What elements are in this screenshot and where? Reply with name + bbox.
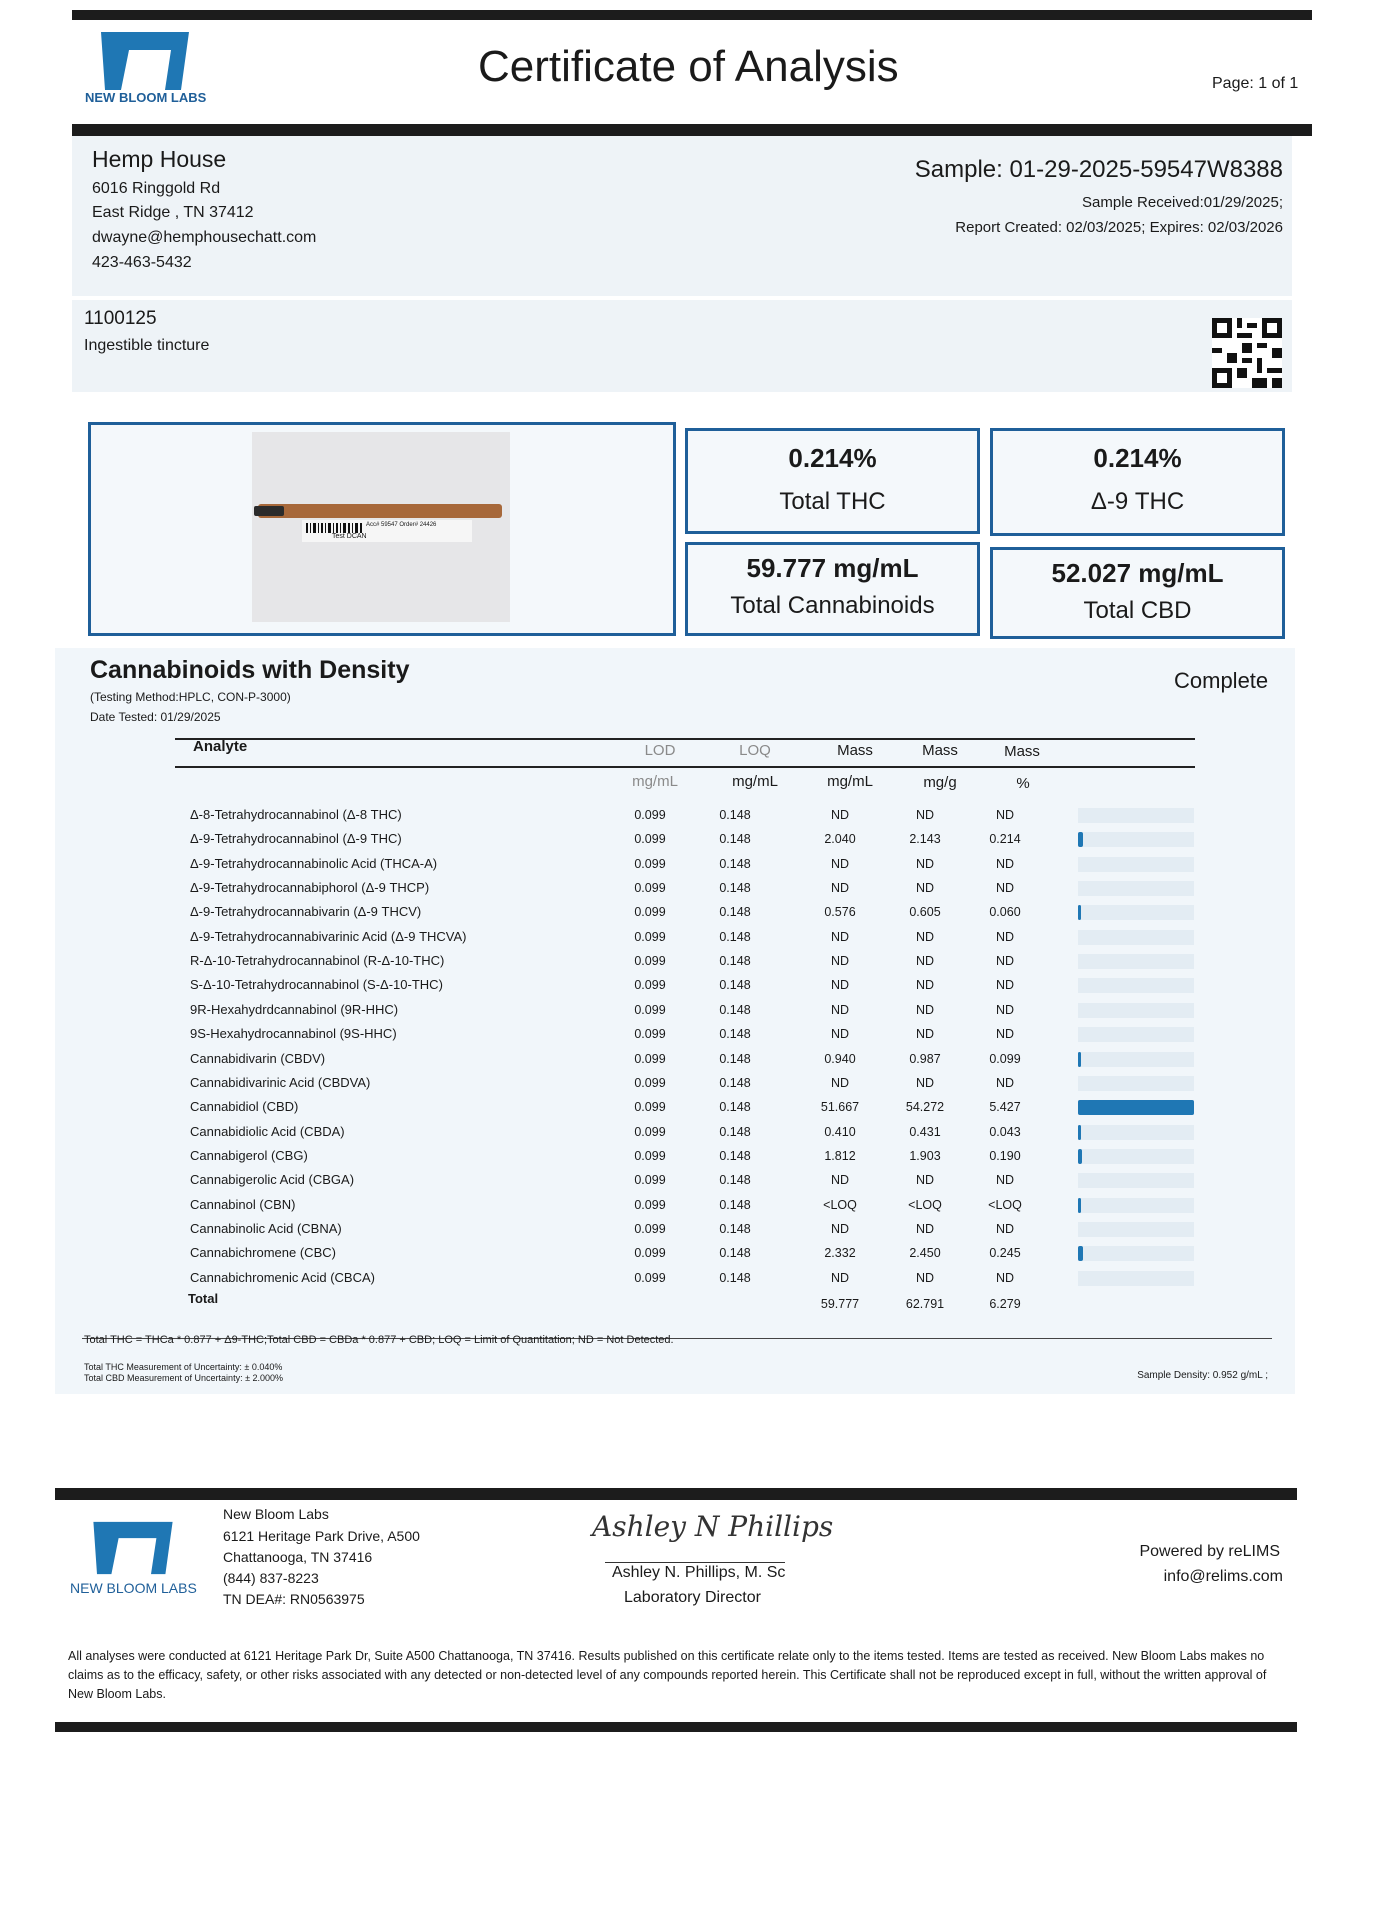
- bar-track: [1078, 1003, 1194, 1018]
- stat-total-cbd-value: 52.027 mg/mL: [1051, 558, 1224, 588]
- cell-pct: ND: [995, 1027, 1015, 1042]
- bar-track: [1078, 1125, 1194, 1140]
- cell-lod: 0.099: [634, 1100, 666, 1115]
- cell-mgg: 0.605: [909, 905, 941, 920]
- client-phone: 423-463-5432: [92, 254, 192, 271]
- stat-d9-thc: [990, 428, 1285, 536]
- signer-name: Ashley N. Phillips, M. Sc: [612, 1564, 786, 1581]
- header-mass-mgml: Mass: [837, 742, 873, 759]
- bar-track: [1078, 930, 1194, 945]
- cell-pct: ND: [995, 881, 1015, 896]
- sample-label-line1: Acc# 59547 Order# 24426: [366, 522, 437, 528]
- header-loq: LOQ: [739, 742, 771, 759]
- total-pct: 6.279: [989, 1297, 1021, 1311]
- cell-mgml: ND: [830, 1221, 850, 1236]
- table-row: [190, 877, 1200, 901]
- analyte-name: Cannabigerolic Acid (CBGA): [190, 1172, 355, 1188]
- cell-loq: 0.148: [719, 856, 751, 871]
- powered-by: Powered by reLIMS: [1139, 1543, 1280, 1560]
- cell-lod: 0.099: [634, 954, 666, 969]
- signer-title: Laboratory Director: [624, 1589, 761, 1606]
- client-address2: East Ridge , TN 37412: [92, 204, 254, 221]
- powered-email: info@relims.com: [1163, 1568, 1283, 1585]
- status-complete: Complete: [1174, 668, 1269, 693]
- client-name: Hemp House: [92, 146, 227, 172]
- uncertainty-thc: Total THC Measurement of Uncertainty: ± 0.040%: [84, 1362, 283, 1372]
- cell-mgml: 2.332: [824, 1246, 856, 1261]
- cell-mgg: ND: [915, 1221, 935, 1236]
- page-number: Page: 1 of 1: [1212, 75, 1299, 92]
- total-mgg: 62.791: [905, 1297, 945, 1311]
- cell-pct: ND: [995, 1270, 1015, 1285]
- table-row: [190, 974, 1200, 998]
- stat-total-cbd-label: Total CBD: [1083, 597, 1192, 624]
- cell-lod: 0.099: [634, 978, 666, 993]
- cell-lod: 0.099: [634, 1051, 666, 1066]
- cell-loq: 0.148: [719, 1124, 751, 1139]
- analyte-name: Δ-9-Tetrahydrocannabinolic Acid (THCA-A): [190, 855, 438, 871]
- stat-total-cannabinoids-value: 59.777 mg/mL: [746, 553, 919, 583]
- cell-mgml: 1.812: [824, 1148, 856, 1163]
- table-row: [190, 926, 1200, 950]
- concentration-bar: [1078, 1198, 1081, 1213]
- sample-density: Sample Density: 0.952 g/mL ;: [1137, 1370, 1268, 1381]
- bar-track: [1078, 808, 1194, 823]
- concentration-bar: [1078, 1246, 1083, 1261]
- cell-loq: 0.148: [719, 1221, 751, 1236]
- table-row: [190, 901, 1200, 925]
- cell-mgg: ND: [915, 929, 935, 944]
- table-row: [190, 1072, 1200, 1096]
- cell-mgg: ND: [915, 1173, 935, 1188]
- batch-number: 1100125: [84, 308, 157, 329]
- cell-mgg: ND: [915, 978, 935, 993]
- analyte-name: Cannabinolic Acid (CBNA): [190, 1220, 342, 1236]
- analyte-name: S-Δ-10-Tetrahydrocannabinol (S-Δ-10-THC): [190, 977, 443, 993]
- footer-addr1: 6121 Heritage Park Drive, A500: [223, 1528, 420, 1544]
- cell-loq: 0.148: [719, 832, 751, 847]
- cell-lod: 0.099: [634, 1075, 666, 1090]
- cell-mgml: ND: [830, 808, 850, 822]
- cell-loq: 0.148: [719, 1246, 751, 1261]
- concentration-bar: [1078, 1149, 1082, 1164]
- table-row: [190, 804, 1200, 828]
- cell-pct: ND: [995, 1221, 1015, 1236]
- definitions-note: Total THC = THCa * 0.877 + Δ9-THC;Total CBD = CBDa * 0.877 + CBD; LOQ = Limit of Quantitation; ND = Not Detected.: [84, 1334, 674, 1346]
- analyte-name: Cannabidiol (CBD): [190, 1099, 299, 1115]
- cell-pct: ND: [995, 808, 1015, 822]
- cell-mgml: ND: [830, 1075, 850, 1090]
- cell-loq: 0.148: [719, 1075, 751, 1090]
- table-row: [190, 1048, 1200, 1072]
- cell-lod: 0.099: [634, 881, 666, 896]
- cell-mgml: ND: [830, 954, 850, 969]
- cell-loq: 0.148: [719, 1051, 751, 1066]
- cell-loq: 0.148: [719, 1027, 751, 1042]
- cell-mgml: ND: [830, 978, 850, 993]
- total-mgml: 59.777: [820, 1297, 860, 1311]
- cell-loq: 0.148: [719, 1173, 751, 1188]
- total-label: Total: [188, 1291, 219, 1306]
- footer-dea: TN DEA#: RN0563975: [223, 1591, 365, 1607]
- cell-mgg: ND: [915, 954, 935, 969]
- cell-lod: 0.099: [634, 808, 666, 822]
- cell-mgg: <LOQ: [908, 1197, 942, 1212]
- bar-track: [1078, 1027, 1194, 1042]
- stat-d9-thc-value: 0.214%: [1093, 443, 1182, 473]
- unit-mass-mgg: mg/g: [923, 774, 957, 791]
- cell-pct: ND: [995, 954, 1015, 969]
- batch-panel: [72, 300, 1292, 392]
- analyte-name: 9R-Hexahydrdcannabinol (9R-HHC): [190, 1001, 399, 1017]
- unit-lod: mg/mL: [632, 773, 678, 790]
- cell-mgml: ND: [830, 1173, 850, 1188]
- cell-pct: ND: [995, 1002, 1015, 1017]
- sample-label-line2: Test DCAN: [332, 533, 367, 540]
- analyte-name: R-Δ-10-Tetrahydrocannabinol (R-Δ-10-THC): [190, 953, 445, 969]
- signature-line: [605, 1562, 785, 1563]
- stat-total-thc-value: 0.214%: [788, 443, 877, 473]
- cell-loq: 0.148: [719, 1100, 751, 1115]
- cell-pct: 0.245: [989, 1246, 1021, 1261]
- cell-mgml: 51.667: [820, 1100, 860, 1115]
- analyte-name: Cannabigerol (CBG): [190, 1147, 308, 1163]
- cell-mgml: ND: [830, 1027, 850, 1042]
- bar-track: [1078, 1246, 1194, 1261]
- cell-mgg: 2.450: [909, 1246, 941, 1261]
- cell-mgml: ND: [830, 1002, 850, 1017]
- cell-mgg: 0.987: [909, 1051, 941, 1066]
- table-row: [190, 950, 1200, 974]
- cell-mgg: ND: [915, 808, 935, 822]
- cell-lod: 0.099: [634, 1173, 666, 1188]
- cell-mgg: 54.272: [905, 1100, 945, 1115]
- cell-pct: ND: [995, 929, 1015, 944]
- cell-mgml: 0.576: [824, 905, 856, 920]
- cell-pct: 0.099: [989, 1051, 1021, 1066]
- table-top-rule: [175, 738, 1195, 740]
- signature: Ashley N Phillips: [592, 1510, 834, 1543]
- sample-label-sticker: [302, 520, 472, 542]
- stat-total-thc: [685, 428, 980, 534]
- cell-pct: ND: [995, 1075, 1015, 1090]
- cell-loq: 0.148: [719, 905, 751, 920]
- cell-pct: ND: [995, 1173, 1015, 1188]
- analyte-name: Cannabichromene (CBC): [190, 1245, 336, 1261]
- date-tested: Date Tested: 01/29/2025: [90, 710, 221, 724]
- logo-text: NEW BLOOM LABS: [85, 90, 207, 105]
- analyte-name: Δ-9-Tetrahydrocannabivarinic Acid (Δ-9 THCVA): [190, 928, 467, 944]
- cell-loq: 0.148: [719, 808, 751, 822]
- cell-lod: 0.099: [634, 929, 666, 944]
- concentration-bar: [1078, 1100, 1194, 1115]
- cell-mgml: ND: [830, 929, 850, 944]
- analyte-name: Cannabidivarin (CBDV): [190, 1050, 326, 1066]
- analyte-name: Δ-9-Tetrahydrocannabivarin (Δ-9 THCV): [190, 904, 422, 920]
- cell-mgg: 1.903: [909, 1148, 941, 1163]
- cell-loq: 0.148: [719, 1197, 751, 1212]
- bar-track: [1078, 1052, 1194, 1067]
- stat-total-cbd: [990, 547, 1285, 639]
- cell-lod: 0.099: [634, 832, 666, 847]
- header-lod: LOD: [644, 742, 676, 759]
- cell-mgg: 0.431: [909, 1124, 941, 1139]
- bar-track: [1078, 1076, 1194, 1091]
- cell-lod: 0.099: [634, 1002, 666, 1017]
- bar-track: [1078, 1198, 1194, 1213]
- footer-top-rule: [55, 1488, 1297, 1500]
- cell-mgg: ND: [915, 881, 935, 896]
- footer-addr2: Chattanooga, TN 37416: [223, 1549, 373, 1565]
- cell-lod: 0.099: [634, 1270, 666, 1285]
- top-rule: [72, 10, 1312, 20]
- footer-logo-text: NEW BLOOM LABS: [70, 1580, 197, 1596]
- bar-track: [1078, 1149, 1194, 1164]
- report-dates: Report Created: 02/03/2025; Expires: 02/03/2026: [955, 219, 1283, 236]
- cell-mgml: ND: [830, 881, 850, 896]
- sample-id: Sample: 01-29-2025-59547W8388: [914, 156, 1283, 183]
- cell-mgml: 0.940: [824, 1051, 856, 1066]
- concentration-bar: [1078, 832, 1083, 847]
- bar-track: [1078, 978, 1194, 993]
- cell-lod: 0.099: [634, 905, 666, 920]
- cell-lod: 0.099: [634, 1027, 666, 1042]
- testing-method: (Testing Method:HPLC, CON-P-3000): [90, 690, 291, 704]
- cell-mgml: 2.040: [824, 832, 856, 847]
- table-header-rule: [175, 766, 1195, 768]
- cell-pct: ND: [995, 856, 1015, 871]
- concentration-bar: [1078, 1052, 1081, 1067]
- footer-lab-title: New Bloom Labs: [223, 1506, 329, 1522]
- cell-mgg: ND: [915, 1027, 935, 1042]
- cell-mgml: ND: [830, 1270, 850, 1285]
- table-row: [190, 828, 1200, 852]
- cell-lod: 0.099: [634, 1246, 666, 1261]
- table-row: [190, 1145, 1200, 1169]
- analyte-name: Δ-9-Tetrahydrocannabinol (Δ-9 THC): [190, 831, 402, 847]
- section-title: Cannabinoids with Density: [90, 656, 410, 684]
- cell-mgml: <LOQ: [823, 1197, 857, 1212]
- table-row: [190, 1023, 1200, 1047]
- header-mass-mgg: Mass: [922, 742, 958, 759]
- cell-loq: 0.148: [719, 978, 751, 993]
- bar-track: [1078, 1173, 1194, 1188]
- header-analyte: Analyte: [193, 738, 248, 755]
- table-row: [190, 1169, 1200, 1193]
- cell-loq: 0.148: [719, 881, 751, 896]
- bar-track: [1078, 905, 1194, 920]
- unit-loq: mg/mL: [732, 773, 778, 790]
- page-title: Certificate of Analysis: [478, 42, 899, 91]
- cell-pct: <LOQ: [988, 1197, 1022, 1212]
- product-photo: [252, 432, 510, 622]
- header-mass-pct: Mass: [1004, 743, 1040, 760]
- qr-code-icon: [1212, 318, 1282, 388]
- stat-total-cannabinoids-label: Total Cannabinoids: [730, 592, 935, 619]
- analyte-name: Cannabichromenic Acid (CBCA): [190, 1269, 375, 1285]
- results-table: [190, 804, 1200, 1324]
- uncertainty-cbd: Total CBD Measurement of Uncertainty: ± 2.000%: [84, 1373, 284, 1383]
- concentration-bar: [1078, 905, 1081, 920]
- footer-phone: (844) 837-8223: [223, 1570, 319, 1586]
- cell-pct: 0.060: [989, 905, 1021, 920]
- table-row: [190, 999, 1200, 1023]
- bar-track: [1078, 1222, 1194, 1237]
- table-row: [190, 1242, 1200, 1266]
- unit-mass-mgml: mg/mL: [827, 773, 873, 790]
- bar-track: [1078, 857, 1194, 872]
- analyte-name: Δ-8-Tetrahydrocannabinol (Δ-8 THC): [190, 807, 402, 822]
- analyte-name: Cannabidivarinic Acid (CBDVA): [190, 1074, 371, 1090]
- cell-mgg: ND: [915, 1270, 935, 1285]
- analyte-name: Cannabinol (CBN): [190, 1196, 296, 1212]
- bar-track: [1078, 881, 1194, 896]
- disclaimer: All analyses were conducted at 6121 Heritage Park Dr, Suite A500 Chattanooga, TN 37416. Results published on this certificate relate only to the items tested. Items are tested as received. New Bloom Labs makes no claims as to the efficacy, safety, or other risks associated with any detected or non-detected level of any compounds reported herein. This Certificate shall not be reproduced except in full, without the written approval of New Bloom Labs.: [68, 1649, 1267, 1701]
- cell-mgg: ND: [915, 1075, 935, 1090]
- cell-mgg: 2.143: [909, 832, 941, 847]
- cell-pct: 0.190: [989, 1148, 1021, 1163]
- cell-lod: 0.099: [634, 1197, 666, 1212]
- bar-track: [1078, 954, 1194, 969]
- cell-mgg: ND: [915, 856, 935, 871]
- cell-lod: 0.099: [634, 1124, 666, 1139]
- analyte-name: Δ-9-Tetrahydrocannabiphorol (Δ-9 THCP): [190, 880, 430, 896]
- table-row: [190, 1194, 1200, 1218]
- header-rule: [72, 124, 1312, 136]
- cell-loq: 0.148: [719, 1270, 751, 1285]
- cell-loq: 0.148: [719, 929, 751, 944]
- client-email: dwayne@hemphousechatt.com: [92, 229, 317, 246]
- cell-lod: 0.099: [634, 1221, 666, 1236]
- cell-pct: 0.214: [989, 832, 1021, 847]
- stat-total-thc-label: Total THC: [779, 488, 886, 515]
- cell-loq: 0.148: [719, 1148, 751, 1163]
- analyte-name: 9S-Hexahydrocannabinol (9S-HHC): [190, 1026, 397, 1042]
- table-row: [190, 1096, 1200, 1120]
- analyte-name: Cannabidiolic Acid (CBDA): [190, 1123, 345, 1139]
- cell-lod: 0.099: [634, 856, 666, 871]
- bar-track: [1078, 1271, 1194, 1286]
- dropper-cap: [254, 506, 284, 516]
- table-row: [190, 1121, 1200, 1145]
- cell-loq: 0.148: [719, 954, 751, 969]
- table-row: [190, 853, 1200, 877]
- unit-mass-pct: %: [1016, 775, 1030, 792]
- cell-loq: 0.148: [719, 1002, 751, 1017]
- new-bloom-logo-icon: [95, 30, 195, 92]
- cell-mgml: ND: [830, 856, 850, 871]
- table-total-row: [190, 1287, 1200, 1311]
- cell-mgml: 0.410: [824, 1124, 856, 1139]
- dropper-image: [258, 504, 502, 518]
- table-row: [190, 1218, 1200, 1242]
- cell-mgg: ND: [915, 1002, 935, 1017]
- stat-d9-thc-label: Δ-9 THC: [1090, 488, 1185, 515]
- product-type: Ingestible tincture: [84, 337, 210, 354]
- cell-pct: 0.043: [989, 1124, 1021, 1139]
- client-address1: 6016 Ringgold Rd: [92, 180, 221, 197]
- stat-total-cannabinoids: [685, 542, 980, 636]
- concentration-bar: [1078, 1125, 1081, 1140]
- barcode-icon: [306, 523, 362, 533]
- footer-bottom-rule: [55, 1722, 1297, 1732]
- bar-track: [1078, 832, 1194, 847]
- footer-logo-icon: [88, 1518, 178, 1578]
- cell-pct: 5.427: [989, 1100, 1021, 1115]
- cell-pct: ND: [995, 978, 1015, 993]
- sample-received: Sample Received:01/29/2025;: [1082, 194, 1283, 211]
- cell-lod: 0.099: [634, 1148, 666, 1163]
